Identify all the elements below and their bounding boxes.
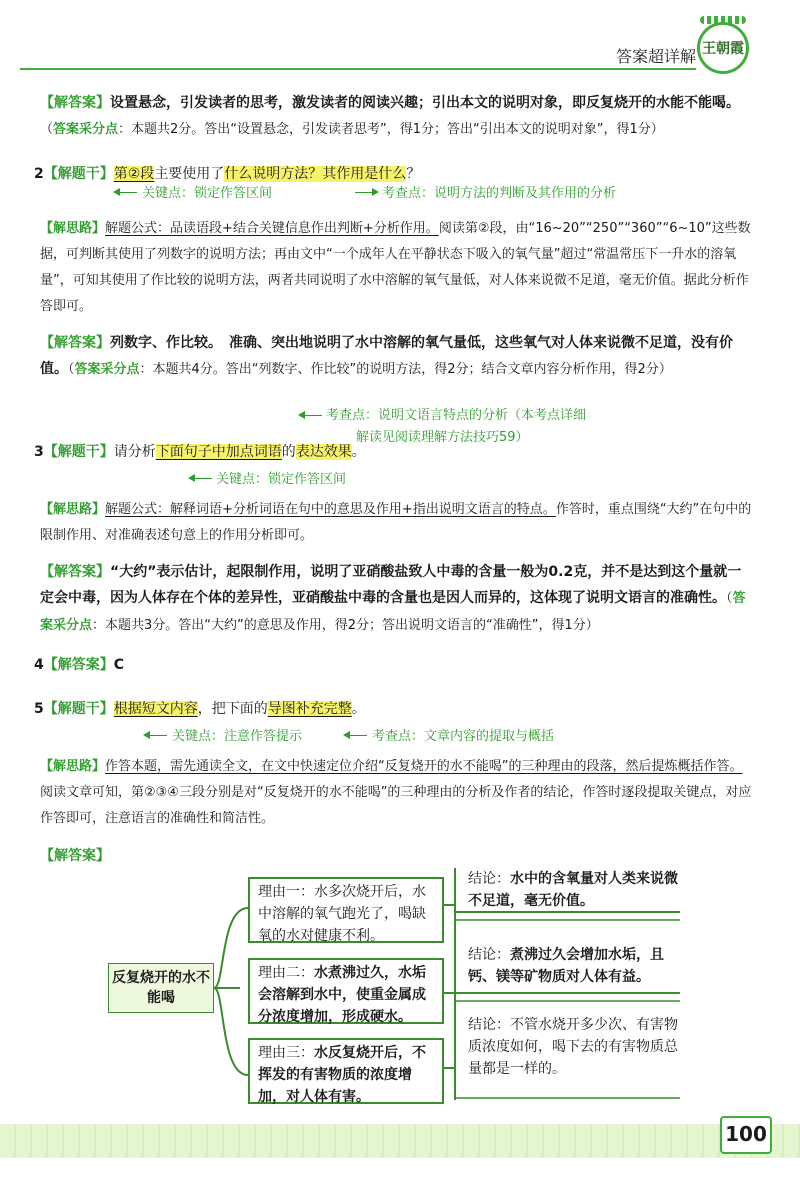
answer-text: “大约”表示估计，起限制作用，说明了亚硝酸盐致人中毒的含量一般为0.2克，并不是达到这个量就一定会中毒，因为人体存在个体的差异性，亚硝酸盐中毒的含量也是因人而异的，这体现了说明文语言的准确性。 (40, 564, 742, 606)
answer-text: 列数字、作比较。 准确、突出地说明了水中溶解的氧气量低，这些氧气对人体来说微不足道，没有价值。 (40, 335, 733, 377)
conclusion-label: 结论： (468, 1017, 510, 1033)
q3-answer: 【解答案】“大约”表示估计，起限制作用，说明了亚硝酸盐致人中毒的含量一般为0.2克，并不是达到这个量就一定会中毒，因为人体存在个体的差异性，亚硝酸盐中毒的含量也是因人而异的，这体现了说明文语言的准确性。（答案采分点：本题共3分。答出“大约”的意思及作用，得2分；答出说明文语言的“准确性”，得1分） (40, 564, 746, 633)
thinking-formula: 解题公式：解释词语+分析词语在句中的意思及作用+指出说明文语言的特点。 (105, 502, 556, 517)
stem-highlight: 导图补充完整 (267, 701, 352, 717)
footer-band (0, 1124, 800, 1158)
note-exam-point-cont: 解读见阅读理解方法技巧59） (356, 430, 529, 445)
thinking-text: 阅读文章可知，第②③④三段分别是对“反复烧开的水不能喝”的三种理由的分析及作者的结论，作答时逐段提取关键点，对应作答即可，注意语言的准确性和简洁性。 (40, 785, 752, 826)
score-text: ：本题共3分。答出“大约”的意思及作用，得2分；答出说明文语言的“准确性”，得1分） (92, 618, 599, 633)
answer-text: 设置悬念，引发读者的思考，激发读者的阅读兴趣；引出本文的说明对象，即反复烧开的水能不能喝。 (110, 95, 740, 111)
thinking-tag: 【解思路】 (40, 502, 106, 517)
stem-end: 。 (351, 444, 366, 460)
mindmap-reason-3 (248, 1038, 444, 1104)
score-tag: 答案采分点 (40, 591, 746, 633)
reason-label: 理由三： (258, 1045, 314, 1061)
stem-text: 主要使用了 (154, 166, 225, 182)
stem-key-part: 下面句子中加点词语 (155, 444, 282, 460)
stem-text: ，把下面的 (197, 701, 268, 717)
thinking-formula: 解题公式：品读语段+结合关键信息作出判断+分析作用。 (105, 221, 439, 236)
stem-text: 请分析 (113, 444, 156, 460)
stem-end: ？ (406, 166, 421, 182)
answer-tag: 【解答案】 (40, 564, 110, 580)
note-key-point: 关键点：锁定作答区间 (216, 472, 347, 487)
note-exam-point: 考查点：文章内容的提取与概括 (372, 729, 555, 744)
stem-text: 的 (281, 444, 296, 460)
answer-tag: 【解答案】 (40, 335, 110, 351)
answer-tag: 【解答案】 (40, 848, 110, 864)
stem-key-part: 第②段 (113, 166, 155, 182)
reason-text: 水多次烧开后，水中溶解的氧气跑光了，喝缺氧的水对健康不利。 (258, 884, 426, 944)
answer-tag: 【解答案】 (43, 657, 114, 673)
reason-text: 水反复烧开后，不挥发的有害物质的浓度增加，对人体有害。 (258, 1045, 426, 1105)
note-exam-point: 考查点：说明方法的判断及其作用的分析 (382, 186, 617, 201)
q1-score: （答案采分点：本题共2分。答出“设置悬念，引发读者思考”，得1分；答出“引出本文的说明对象”，得1分） (40, 122, 664, 137)
note-exam-point: 考查点：说明文语言特点的分析（本考点详细 (326, 408, 587, 423)
thinking-tag: 【解思路】 (40, 221, 106, 236)
answer-text: C (113, 657, 125, 673)
stem-tag: 【解题干】 (43, 701, 114, 717)
stem-tag: 【解题干】 (43, 166, 114, 182)
mindmap-conclusion-2 (468, 944, 678, 988)
reason-label: 理由一： (258, 884, 314, 900)
note-key-point: 关键点：锁定作答区间 (142, 186, 273, 201)
thinking-text: 作答时，重点围绕“大约”在句中的限制作用、对准确表述句意上的作用分析即可。 (40, 502, 752, 543)
stem-end: 。 (351, 701, 366, 717)
score-tag: 答案采分点 (53, 122, 119, 137)
thinking-tag: 【解思路】 (40, 759, 106, 774)
question-number: 3 (34, 444, 44, 460)
q2-answer: 【解答案】列数字、作比较。 准确、突出地说明了水中溶解的氧气量低，这些氧气对人体来说微不足道，没有价值。（答案采分点：本题共4分。答出“列数字、作比较”的说明方法，得2分；结合文章内容分析作用，得2分） (40, 335, 733, 377)
conclusion-text: 煮沸过久会增加水垢，且钙、镁等矿物质对人体有益。 (468, 947, 664, 985)
page-number: 100 (720, 1116, 772, 1154)
conclusion-text: 水中的含氧量对人类来说微不足道，毫无价值。 (468, 871, 678, 909)
conclusion-label: 结论： (468, 947, 510, 963)
stem-highlight: 什么说明方法？其作用是什么 (224, 166, 407, 182)
conclusion-text: 不管水烧开多少次、有害物质浓度如何，喝下去的有害物质总量都是一样的。 (468, 1017, 678, 1077)
reason-label: 理由二： (258, 965, 314, 981)
thinking-text: 阅读第②段，由“16~20”“250”“360”“6~10”这些数据，可判断其使用了列数字的说明方法；再由文中“一个成年人在平静状态下吸入的氧气量”超过“常温常压下一升水的溶氧量”，可知其使用了作比较的说明方法，两者共同说明了水中溶解的氧气量低，对人体来说微不足道，毫无价值。据此分析作答即可。 (40, 221, 751, 314)
stem-highlight: 表达效果 (295, 444, 352, 460)
note-key-point: 关键点：注意作答提示 (172, 729, 303, 744)
question-number: 4 (34, 657, 44, 673)
question-number: 2 (34, 166, 44, 182)
conclusion-label: 结论： (468, 871, 510, 887)
logo-text: 王朝霞 (702, 41, 744, 57)
mindmap-center: 反复烧开的水不能喝 (108, 963, 214, 1013)
stem-key-part: 根据短文内容 (113, 701, 198, 717)
score-text: ：本题共4分。答出“列数字、作比较”的说明方法，得2分；结合文章内容分析作用，得2分） (139, 362, 672, 377)
question-number: 5 (34, 701, 44, 717)
reason-text: 水煮沸过久，水垢会溶解到水中，使重金属成分浓度增加，形成硬水。 (258, 965, 426, 1025)
mindmap-reason-2 (248, 958, 444, 1024)
answer-tag: 【解答案】 (40, 95, 110, 111)
mindmap-conclusion-1 (468, 868, 678, 912)
header-title: 答案超详解 (616, 47, 697, 66)
thinking-lead: 作答本题，需先通读全文，在文中快速定位介绍“反复烧开的水不能喝”的三种理由的段落，然后提炼概括作答。 (105, 759, 743, 774)
score-tag: 答案采分点 (74, 362, 140, 377)
mindmap-conclusion-3 (468, 1014, 678, 1080)
stem-tag: 【解题干】 (43, 444, 114, 460)
mindmap-reason-1 (248, 877, 444, 943)
score-text: ：本题共2分。答出“设置悬念，引发读者思考”，得1分；答出“引出本文的说明对象”，得1分） (118, 122, 664, 137)
